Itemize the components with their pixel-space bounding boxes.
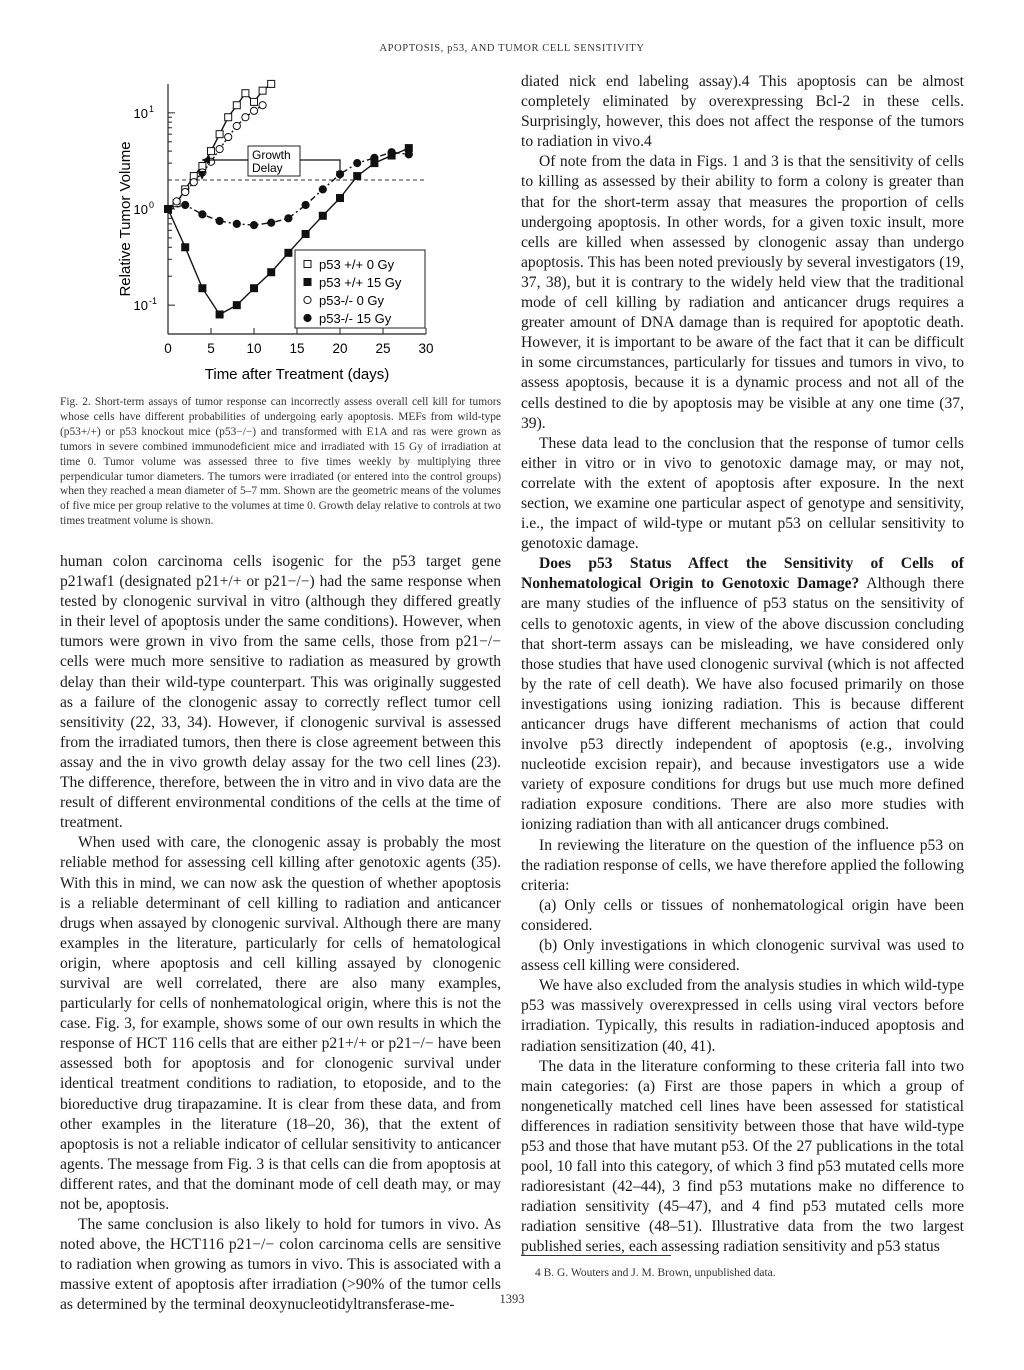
x-axis-label: Time after Treatment (days) [204, 366, 390, 383]
data-point [259, 102, 266, 109]
data-point [354, 173, 361, 180]
data-point [259, 87, 266, 94]
data-point [302, 230, 309, 237]
legend-marker [304, 296, 311, 303]
data-point [173, 198, 180, 205]
left-paragraph-1: human colon carcinoma cells isogenic for the p53 target gene p21waf1 (designated p21+/+ or p21−/−) had the same response when tested by clonogenic survival in vitro (although they differed greatly in their level of apoptosis under the same conditions). However, when tumors were grown in vivo from the same cells, those from p21−/− cells were much more sensitive to radiation as measured by growth delay than their wild-type counterpart. This was originally suggested as a failure of the clonogenic assay to correctly reflect tumor cell sensitivity (22, 33, 34). However, if clonogenic survival is assessed from the irradiated tumors, then there is close agreement between this assay and the in vivo growth delay assay for the two cell lines (23). The difference, therefore, between the in vitro and in vivo data are the result of different environmental conditions of the cells at the time of treatment. [60, 553, 501, 832]
data-point [242, 90, 249, 97]
legend-marker [304, 261, 311, 268]
y-tick-exponent: 1 [149, 103, 155, 114]
data-point [164, 205, 171, 212]
data-point [250, 107, 257, 114]
data-point [405, 151, 412, 158]
data-point [182, 244, 189, 251]
legend-label: p53 +/+ 0 Gy [319, 257, 395, 272]
data-point [233, 220, 240, 227]
running-head: APOPTOSIS, p53, AND TUMOR CELL SENSITIVITY [379, 43, 645, 54]
footnote-rule [521, 1255, 671, 1256]
data-point [285, 215, 292, 222]
data-point [250, 222, 257, 229]
x-tick-label: 15 [289, 341, 305, 356]
data-point [216, 311, 223, 318]
data-point [190, 179, 197, 186]
right-paragraph-1: diated nick end labeling assay).4 This apoptosis can be almost completely eliminated by overexpressing Bcl-2 in these cells. Surprisingly, however, this does not affect the response of the tumors to radiation in vivo.4 [521, 73, 964, 151]
x-tick-label: 10 [246, 341, 262, 356]
data-point [216, 131, 223, 138]
data-point [337, 195, 344, 202]
y-tick-exponent: -1 [149, 296, 158, 307]
legend-label: p53-/- 15 Gy [319, 311, 392, 326]
left-column [60, 552, 501, 1316]
y-tick-label: 10 [133, 105, 148, 121]
caption-label: Fig. 2. [60, 396, 91, 408]
data-point [319, 186, 326, 193]
growth-delay-label-2: Delay [252, 161, 283, 175]
y-axis-label: Relative Tumor Volume [117, 141, 134, 297]
x-tick-label: 25 [375, 341, 391, 356]
growth-delay-label-1: Growth [252, 148, 291, 162]
data-point [251, 98, 258, 105]
x-tick-label: 30 [418, 341, 434, 356]
y-tick-label: 10 [133, 298, 148, 314]
data-point [319, 212, 326, 219]
data-point [302, 201, 309, 208]
right-paragraph-5: In reviewing the literature on the question of the influence p53 on the radiation response of cells, we have therefore applied the following criteria: [521, 836, 964, 894]
criterion-a: (a) Only cells or tissues of nonhematological origin have been considered. [521, 896, 964, 934]
arrow-right-line [300, 160, 340, 174]
tumor-volume-chart [110, 78, 440, 388]
right-paragraph-2: Of note from the data in Figs. 1 and 3 is that the sensitivity of cells to killing as assessed by their ability to form a colony is greater than that for the short-term assay that measures the proportion of cells undergoing apoptosis. In other words, for a given toxic insult, more cells are killed when assessed by clonogenic assay than undergo apoptosis. This has been noted previously by several investigators (19, 37, 38), but it is contrary to the widely held view that the traditional mode of cell killing by radiation and anticancer drugs requires a greater amount of DNA damage than is required for apoptotic death. However, it is important to be aware of the fact that it can be difficult in some circumstances, particularly for tissues and tumors in vivo, to assess apoptosis, because it is a dynamic process and not all of the cells destined to die by apoptosis may be visible at any one time (37, 39). [521, 153, 964, 432]
legend-label: p53-/- 0 Gy [319, 293, 385, 308]
data-point [199, 211, 206, 218]
right-column [521, 72, 964, 1258]
data-point [268, 219, 275, 226]
legend-marker [304, 314, 311, 321]
data-point [251, 285, 258, 292]
data-point [388, 149, 395, 156]
data-point [268, 269, 275, 276]
x-tick-label: 20 [332, 341, 348, 356]
legend-label: p53 +/+ 15 Gy [319, 275, 402, 290]
data-point [354, 160, 361, 167]
data-point [242, 114, 249, 121]
data-point [208, 148, 215, 155]
legend-marker [304, 279, 311, 286]
data-point [233, 102, 240, 109]
data-point [225, 114, 232, 121]
section-paragraph: Does p53 Status Affect the Sensitivity of Cells of Nonhematological Origin to Genotoxic Damage? Although there are many studies of the influence of p53 status on the sensitivity of cells to genotoxic agents, in view of the above discussion concluding that short-term assays can be misleading, we have considered only those studies that have used clonogenic survival (which is not affected by the rate of cell death). We have also focused primarily on those investigations using ionizing radiation. This is because different anticancer drugs have different mechanisms of action that could involve p53 directly independent of apoptosis (e.g., involving nucleotide excision repair), and because investigators use a wide variety of exposure conditions for drugs but use much more defined radiation exposure conditions. There are also more studies with ionizing radiation than with all anticancer drugs combined. [521, 555, 964, 834]
right-paragraph-9: The data in the literature conforming to these criteria fall into two main categories: (a) First are those papers in which a group of nongenetically matched cell lines have been assessed for statistical differences in radiation sensitivity between those that have wild-type p53 and those that have mutant p53. Of the 27 publications in the total pool, 10 fall into this category, of which 3 find p53 mutated cells more radioresistant (42–44), 3 find p53 mutations make no difference to radiation sensitivity (45–47), and 4 find p53 mutated cells more radiation sensitive (48–51). Illustrative data from the two largest published series, each assessing radiation sensitivity and p53 status [521, 1057, 964, 1256]
y-tick-label: 10 [133, 202, 148, 217]
right-paragraph-3: These data lead to the conclusion that the response of tumor cells either in vitro or in vivo to genotoxic damage may, or may not, correlate with the extent of apoptosis after exposure. In the next section, we examine one particular aspect of genotype and sensitivity, i.e., the impact of wild-type or mutant p53 on cellular sensitivity to genotoxic damage. [521, 434, 964, 553]
right-paragraph-8: We have also excluded from the analysis studies in which wild-type p53 was massively overexpressed in cells using viral vectors before irradiation. Typically, this results in radiation-induced apoptosis and radiation sensitization (40, 41). [521, 977, 964, 1055]
data-point [371, 154, 378, 161]
section-heading: Does p53 Status Affect the Sensitivity of Cells of Nonhematological Origin to Genotoxic Damage? [521, 555, 964, 593]
criterion-b: (b) Only investigations in which clonogenic survival was used to assess cell killing were considered. [521, 937, 964, 975]
figure-caption [60, 395, 501, 529]
left-paragraph-2: When used with care, the clonogenic assay is probably the most reliable method for assessing cell killing after genotoxic agents (35). With this in mind, we can now ask the question of whether apoptosis is a reliable determinant of cell killing to radiation and anticancer drugs when assayed by clonogenic survival. Although there are many examples in the literature, particularly for cells of hematological origin, where apoptosis and cell killing assayed by clonogenic survival are well correlated, there are also many examples, particularly for cells of nonhematological origin, where this is not the case. Fig. 3, for example, shows some of our own results in which the response of HCT 116 cells that are either p21+/+ or p21−/− have been assessed both for apoptosis and for clonogenic survival under identical treatment conditions to radiation, to etoposide, and to the bioreductive drug tirapazamine. It is clear from these data, and from other examples in the literature (18–20, 36), that the extent of apoptosis is not a reliable indicator of cellular sensitivity to anticancer agents. The message from Fig. 3 is that cells can die from apoptosis at different rates, and that the dominant mode of cell death may, or may not be, apoptosis. [60, 834, 501, 1213]
caption-text: Short-term assays of tumor response can incorrectly assess overall cell kill for tumors whose cells have different probabilities of undergoing early apoptosis. MEFs from wild-type (p53+/+) or p53 knockout mice (p53−/−) and transformed with E1A and ras were grown as tumors in severe combined immunodeficient mice and irradiated with 15 Gy of irradiation at time 0. Tumor volume was assessed three to five times weekly by multiplying three perpendicular tumor diameters. The tumors were irradiated (or entered into the control groups) when they reached a mean diameter of 5–7 mm. Shown are the geometric means of the volumes of five mice per group relative to the volumes at time 0. Growth delay relative to controls at two times treatment volume is shown. [60, 396, 501, 528]
data-point [216, 145, 223, 152]
x-tick-label: 0 [164, 341, 172, 356]
left-paragraph-3: The same conclusion is also likely to hold for tumors in vivo. As noted above, the HCT116 p21−/− colon carcinoma cells are sensitive to radiation when growing as tumors in vivo. This is associated with a massive extent of apoptosis after irradiation (>90% of the tumor cells as determined by the terminal deoxynucleotidyltransferase-me- [60, 1216, 501, 1314]
data-point [199, 285, 206, 292]
x-tick-label: 5 [207, 341, 215, 356]
data-point [225, 133, 232, 140]
data-point [182, 188, 189, 195]
data-point [233, 122, 240, 129]
data-point [285, 249, 292, 256]
data-point [233, 302, 240, 309]
page-number: 1393 [499, 1292, 525, 1306]
footnote: 4 B. G. Wouters and J. M. Brown, unpublished data. [535, 1267, 776, 1279]
y-tick-exponent: 0 [149, 200, 155, 210]
data-point [268, 80, 275, 87]
data-point [216, 217, 223, 224]
data-point [182, 201, 189, 208]
figure-2 [110, 78, 440, 388]
